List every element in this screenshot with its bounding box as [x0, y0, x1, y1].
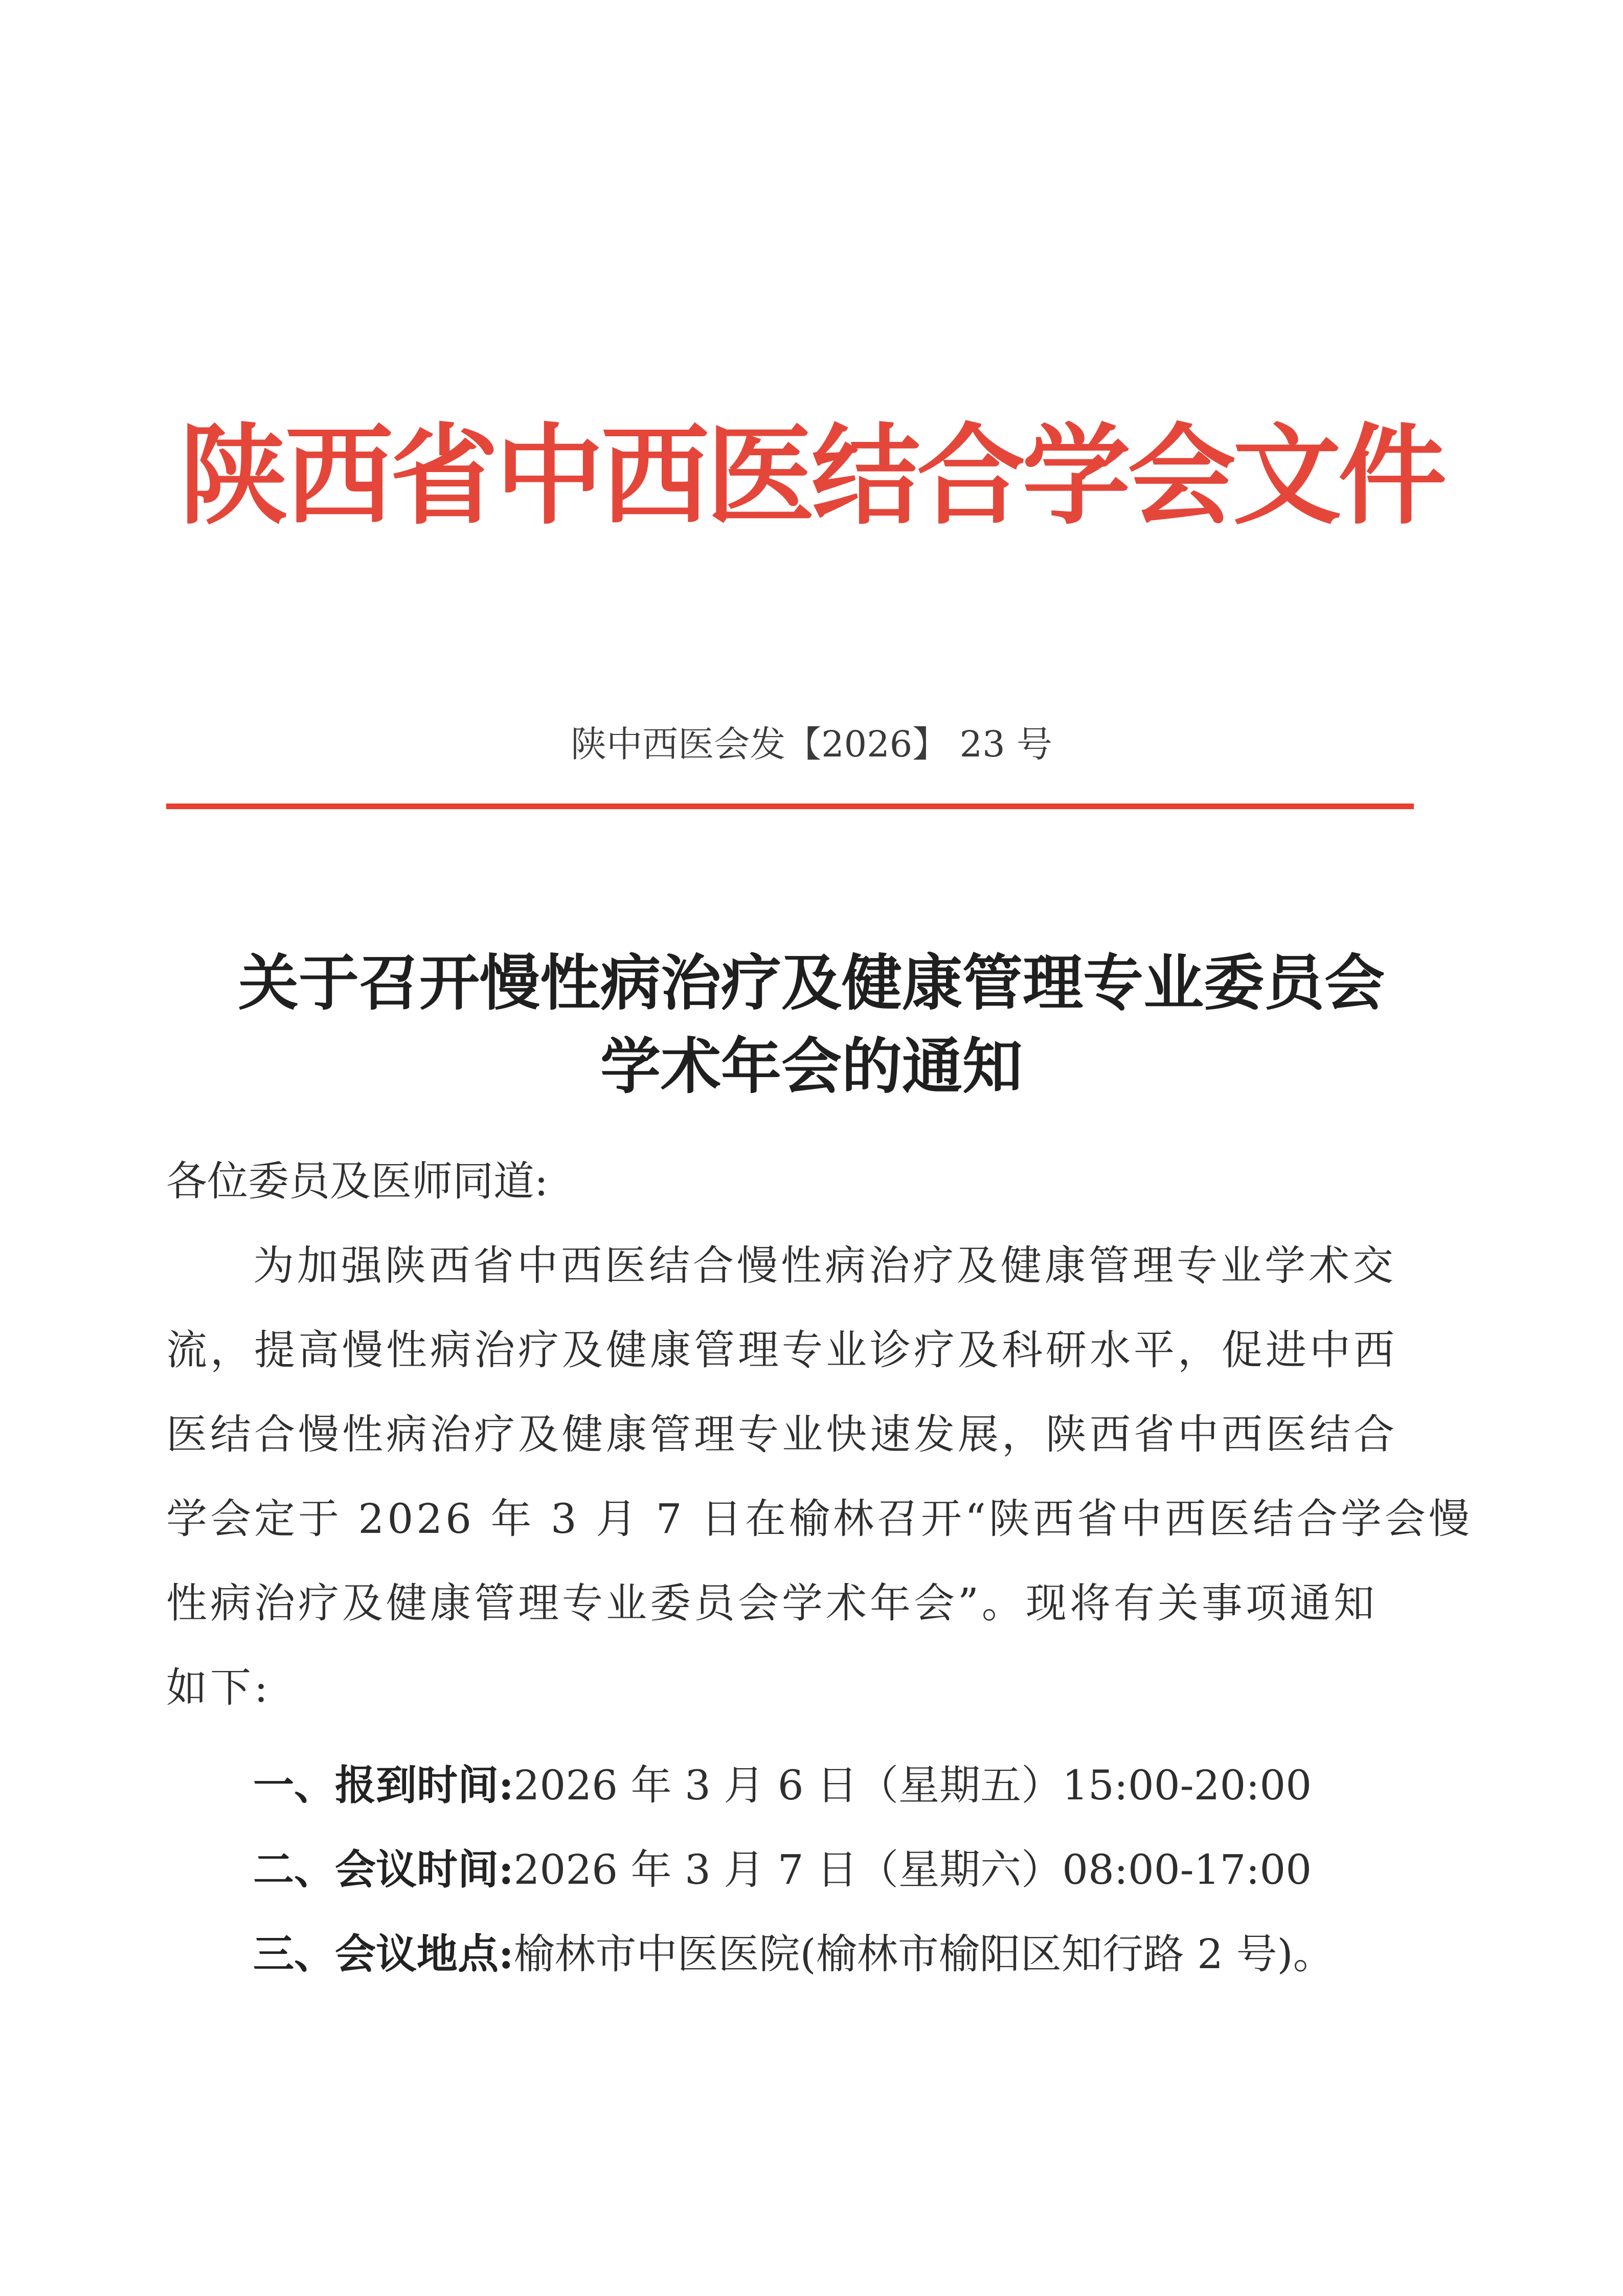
- salutation: 各位委员及医师同道:: [166, 1157, 548, 1205]
- item-label: 一、报到时间:: [253, 1761, 514, 1809]
- paragraph-line-5: 性病治疗及健康管理专业委员会学术年会”。现将有关事项通知: [166, 1579, 1378, 1627]
- paragraph-line-1: 为加强陕西省中西医结合慢性病治疗及健康管理专业学术交: [253, 1242, 1396, 1289]
- notice-title-line-1: 关于召开慢性病治疗及健康管理专业委员会: [238, 947, 1385, 1018]
- item-label: 三、会议地点:: [253, 1930, 514, 1978]
- paragraph-line-3: 医结合慢性病治疗及健康管理专业快速发展，陕西省中西医结合: [166, 1411, 1397, 1458]
- item-meeting-venue: [253, 1926, 1334, 1982]
- item-value: 2026 年 3 月 6 日（星期五）15:00-20:00: [513, 1762, 1312, 1809]
- paragraph-line-6: 如下:: [166, 1664, 271, 1711]
- document-number: 陕中西医会发【2026】 23 号: [571, 723, 1052, 765]
- item-value: 2026 年 3 月 7 日（星期六）08:00-17:00: [513, 1846, 1312, 1893]
- masthead-title: 陕西省中西医结合学会文件: [179, 412, 1444, 539]
- item-meeting-time: [253, 1841, 1312, 1898]
- item-registration-time: [253, 1757, 1312, 1814]
- item-label: 二、会议时间:: [253, 1845, 514, 1893]
- paragraph-line-4: 学会定于 2026 年 3 月 7 日在榆林召开“陕西省中西医结合学会慢: [166, 1495, 1473, 1543]
- paragraph-line-2: 流，提高慢性病治疗及健康管理专业诊疗及科研水平，促进中西: [166, 1326, 1397, 1374]
- notice-title-line-2: 学术年会的通知: [600, 1031, 1023, 1102]
- red-divider-line: [166, 804, 1414, 809]
- item-value: 榆林市中医医院(榆林市榆阳区知行路 2 号)。: [513, 1930, 1334, 1978]
